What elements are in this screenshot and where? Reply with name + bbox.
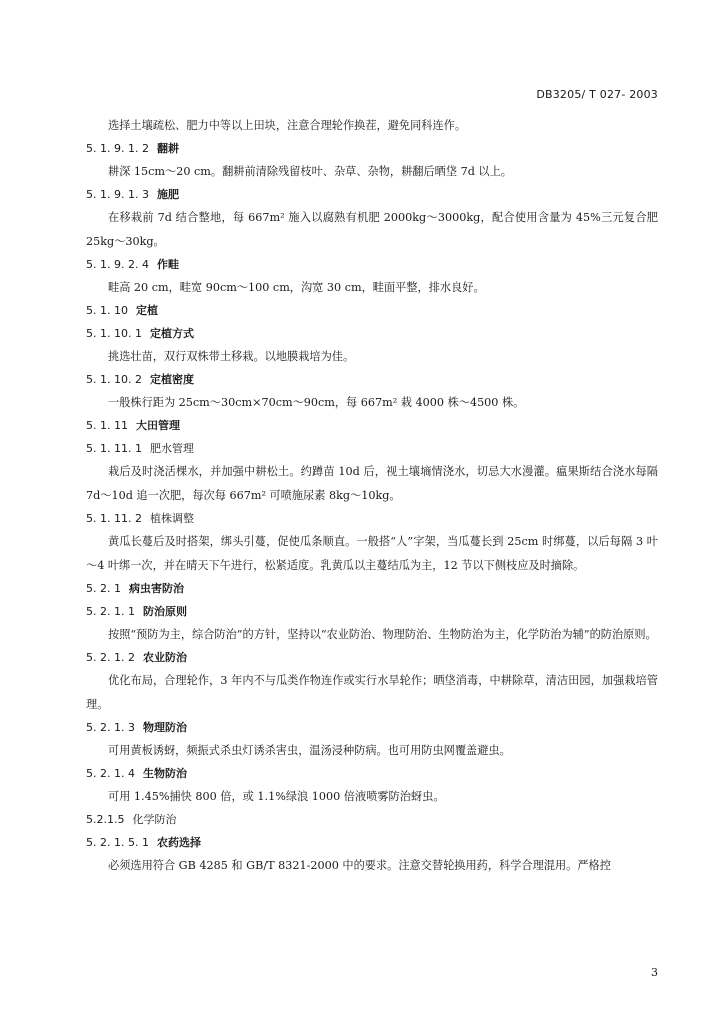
section-number: 5. 1. 9. 1. 2 [86, 142, 149, 155]
section-number: 5. 1. 11. 2 [86, 512, 142, 525]
paragraph: 可用黄板诱蚜，频振式杀虫灯诱杀害虫，温汤浸种防病。也可用防虫网覆盖避虫。 [108, 744, 511, 757]
section-heading [86, 577, 658, 600]
section-heading [86, 368, 658, 391]
section-title: 施肥 [156, 188, 179, 201]
section-title: 翻耕 [156, 142, 179, 155]
section-number: 5. 1. 10. 1 [86, 327, 142, 340]
section-heading [86, 437, 658, 460]
section-title: 物理防治 [142, 721, 187, 734]
paragraph: 优化布局，合理轮作，3 年内不与瓜类作物连作或实行水旱轮作；晒垡消毒，中耕除草，清洁田园，加强栽培管理。 [86, 674, 658, 711]
section-title: 植株调整 [149, 512, 194, 525]
page-number: 3 [651, 966, 658, 979]
section-title: 定植方式 [149, 327, 194, 340]
document-id-header: DB3205/ T 027- 2003 [536, 88, 658, 101]
section-title: 肥水管理 [149, 442, 194, 455]
paragraph: 选择土壤疏松、肥力中等以上田块，注意合理轮作换茬，避免同科连作。 [108, 119, 467, 132]
section-number: 5. 1. 9. 1. 3 [86, 188, 149, 201]
section-title: 防治原则 [142, 605, 187, 618]
paragraph: 畦高 20 cm，畦宽 90cm～100 cm，沟宽 30 cm，畦面平整，排水良好。 [108, 281, 485, 294]
document-body [86, 114, 658, 877]
section-number: 5. 2. 1. 5. 1 [86, 836, 149, 849]
section-heading [86, 507, 658, 530]
section-heading [86, 183, 658, 206]
section-heading [86, 716, 658, 739]
section-heading [86, 646, 658, 669]
section-number: 5. 1. 10. 2 [86, 373, 142, 386]
section-number: 5. 1. 9. 2. 4 [86, 258, 149, 271]
section-title: 生物防治 [142, 767, 187, 780]
section-heading [86, 414, 658, 437]
section-title: 大田管理 [135, 419, 180, 432]
section-heading [86, 831, 658, 854]
section-title: 作畦 [156, 258, 179, 271]
paragraph: 栽后及时浇活棵水，并加强中耕松土。约蹲苗 10d 后，视土壤墒情浇水，切忌大水漫灌。瘟果斯结合浇水每隔 7d～10d 追一次肥，每次每 667m² 可喷施尿素 8kg～10kg。 [86, 465, 658, 502]
section-number: 5. 1. 10 [86, 304, 128, 317]
section-number: 5. 1. 11 [86, 419, 128, 432]
section-heading [86, 137, 658, 160]
section-title: 农业防治 [142, 651, 187, 664]
section-heading [86, 322, 658, 345]
section-heading [86, 253, 658, 276]
section-number: 5. 2. 1. 4 [86, 767, 135, 780]
section-heading [86, 808, 658, 831]
section-heading [86, 299, 658, 322]
paragraph: 一般株行距为 25cm～30cm×70cm～90cm，每 667m² 栽 4000 株～4500 株。 [108, 396, 525, 409]
section-title: 定植 [135, 304, 158, 317]
section-number: 5. 2. 1. 2 [86, 651, 135, 664]
paragraph: 按照“预防为主，综合防治”的方针，坚持以“农业防治、物理防治、生物防治为主，化学防治为辅”的防治原则。 [108, 628, 657, 641]
section-title: 化学防治 [132, 813, 177, 826]
section-title: 定植密度 [149, 373, 194, 386]
section-heading [86, 600, 658, 623]
section-number: 5. 2. 1 [86, 582, 121, 595]
paragraph: 挑选壮苗，双行双株带土移栽。以地膜栽培为佳。 [108, 350, 355, 363]
section-number: 5. 2. 1. 3 [86, 721, 135, 734]
paragraph: 必须选用符合 GB 4285 和 GB/T 8321-2000 中的要求。注意交替轮换用药，科学合理混用。严格控 [108, 859, 611, 872]
paragraph: 可用 1.45%捕快 800 倍，或 1.1%绿浪 1000 倍液喷雾防治蚜虫。 [108, 790, 445, 803]
section-number: 5. 2. 1. 1 [86, 605, 135, 618]
section-title: 农药选择 [156, 836, 201, 849]
paragraph: 在移栽前 7d 结合整地，每 667m² 施入以腐熟有机肥 2000kg～3000kg，配合使用含量为 45%三元复合肥 25kg～30kg。 [86, 211, 658, 248]
section-number: 5. 1. 11. 1 [86, 442, 142, 455]
paragraph: 耕深 15cm～20 cm。翻耕前清除残留枝叶、杂草、杂物，耕翻后晒垡 7d 以上。 [108, 165, 512, 178]
section-title: 病虫害防治 [128, 582, 184, 595]
section-heading [86, 762, 658, 785]
section-number: 5.2.1.5 [86, 813, 125, 826]
paragraph: 黄瓜长蔓后及时搭架，绑头引蔓，促使瓜条顺直。一般搭“人”字架，当瓜蔓长到 25cm 时绑蔓，以后每隔 3 叶～4 叶绑一次，并在晴天下午进行，松紧适度。乳黄瓜以主蔓结瓜为主，12 节以下侧枝应及时摘除。 [86, 535, 658, 572]
